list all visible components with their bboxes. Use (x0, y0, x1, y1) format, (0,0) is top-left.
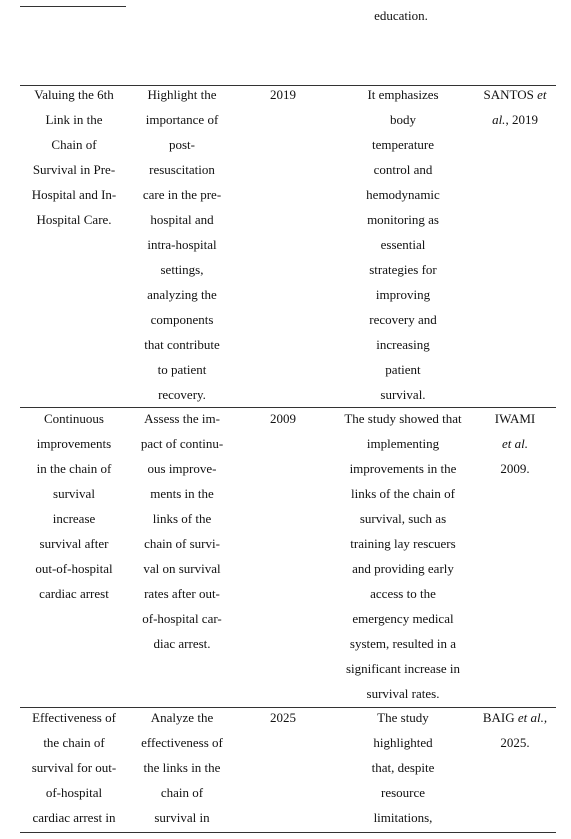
author-year: , 2019 (505, 112, 538, 127)
row-title: Effectiveness of the chain of survival for out- of-hospital cardiac arrest in (31, 710, 117, 825)
row-objective: Highlight the importance of post- resuscitation care in the pre- hospital and intra-hospital settings, analyzing the components that contribute to patient recovery. (142, 87, 222, 402)
table-bottom-rule (20, 832, 556, 833)
author-name: BAIG (482, 710, 518, 725)
author-etal: et al., (517, 710, 548, 725)
row-results: The study highlighted that, despite resource limitations, (371, 710, 435, 825)
row-results: The study showed that implementing improvements in the links of the chain of survival, such as training lay rescuers and providing early access to the emergency medical system, resulted in a significant increase in survival rates. (344, 411, 462, 701)
row-results: It emphasizes body temperature control and hemodynamic monitoring as essential strategies for improving recovery and increasing patient survival. (366, 87, 440, 402)
row-objective: Assess the im- pact of continu- ous improve- ments in the links of the chain of survi- val on survival rates after out- of-hospital car- diac arrest. (140, 411, 224, 651)
author-name: SANTOS (483, 87, 538, 102)
carryover-rule (20, 6, 126, 7)
row-title: Continuous improvements in the chain of survival increase survival after out-of-hospital cardiac arrest (35, 411, 113, 601)
author-year: 2009. (500, 461, 530, 476)
author-etal: et al. (502, 436, 528, 451)
row-title: Valuing the 6th Link in the Chain of Survival in Pre- Hospital and In- Hospital Care. (31, 87, 117, 227)
author-name: IWAMI (494, 411, 536, 426)
row-author (474, 82, 556, 132)
row-year: 2009 (270, 411, 296, 426)
row-objective: Analyze the effectiveness of the links in the chain of survival in (141, 710, 223, 825)
row-author (474, 406, 556, 481)
author-year: 2025. (500, 735, 530, 750)
row-author (474, 705, 556, 755)
author-etal: et al. (492, 87, 547, 127)
carryover-results-text: education. (374, 8, 428, 23)
row-year: 2019 (270, 87, 296, 102)
row-year: 2025 (270, 710, 296, 725)
